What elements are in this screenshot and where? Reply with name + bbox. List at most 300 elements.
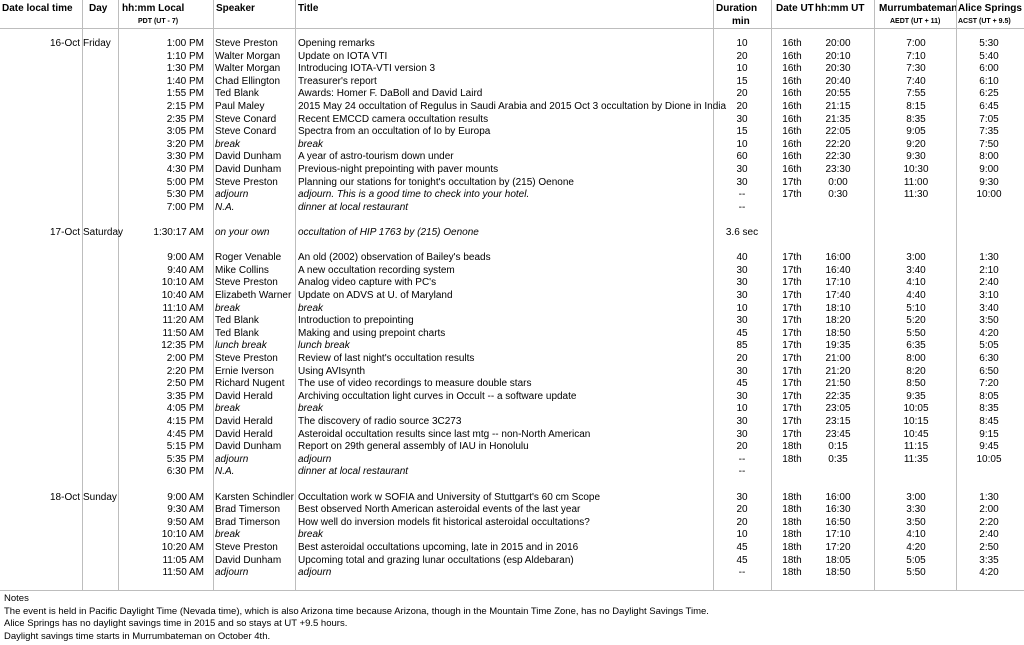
cell-speaker: Steve Preston	[215, 38, 278, 49]
cell-title: Recent EMCCD camera occultation results	[298, 113, 489, 125]
cell-ut: 16:00	[825, 491, 851, 503]
cell-dut: 17th	[782, 277, 802, 289]
cell-title: Using AVIsynth	[298, 365, 366, 377]
cell-dur: 30	[736, 416, 748, 427]
cell-speaker: Chad Ellington	[215, 75, 281, 87]
cell-dut: 17th	[782, 302, 802, 314]
header-day: Day	[89, 3, 108, 14]
cell-murr: 10:45	[903, 428, 929, 440]
cell-alice: 3:50	[979, 315, 999, 327]
cell-murr: 7:10	[906, 50, 926, 62]
cell-speaker: Paul Maley	[215, 101, 265, 112]
cell-title: Asteroidal occultation results since last mtg -- non-North American	[298, 428, 591, 440]
cell-time: 9:00 AM	[167, 491, 204, 503]
cell-alice: 7:35	[979, 126, 999, 138]
cell-ut: 23:15	[825, 416, 851, 427]
cell-time: 2:15 PM	[166, 101, 204, 112]
cell-title: adjourn	[298, 453, 332, 465]
cell-time: 9:50 AM	[167, 516, 204, 528]
note-line: The event is held in Pacific Daylight Time (Nevada time), which is also Arizona time because Arizona, though in the Mountain Time Zone, has no Daylight Savings Time.	[4, 605, 709, 617]
cell-time: 5:00 PM	[166, 176, 204, 188]
cell-title: Update on ADVS at U. of Maryland	[298, 290, 453, 301]
cell-dur: 20	[736, 101, 748, 112]
cell-day: Saturday	[83, 227, 124, 238]
cell-dur: --	[738, 453, 746, 465]
note-line: Daylight savings time starts in Murrumbateman on October 4th.	[4, 630, 271, 642]
cell-speaker: Ted Blank	[215, 315, 259, 327]
cell-ut: 16:40	[825, 264, 851, 276]
cell-ut: 18:05	[825, 554, 851, 566]
cell-alice: 10:05	[976, 453, 1002, 465]
cell-dur: 10	[736, 302, 748, 314]
cell-dur: 20	[736, 88, 748, 100]
cell-dut: 17th	[782, 403, 802, 415]
cell-title: Previous-night prepointing with paver mounts	[298, 164, 499, 175]
cell-time: 1:10 PM	[166, 50, 204, 62]
cell-time: 11:05 AM	[162, 554, 204, 566]
cell-time: 1:00 PM	[166, 38, 204, 49]
cell-alice: 6:30	[979, 353, 999, 364]
cell-time: 5:35 PM	[166, 453, 204, 465]
cell-murr: 9:05	[906, 126, 926, 138]
cell-speaker: on your own	[215, 227, 270, 238]
cell-speaker: David Dunham	[215, 441, 282, 453]
cell-ut: 18:20	[825, 315, 851, 327]
cell-murr: 9:35	[906, 390, 926, 402]
cell-dut: 17th	[782, 416, 802, 427]
cell-title: Treasurer's report	[298, 75, 377, 87]
cell-title: An old (2002) observation of Bailey's beads	[298, 252, 491, 264]
cell-dur: 30	[736, 290, 748, 301]
cell-murr: 9:30	[906, 151, 926, 163]
cell-ut: 17:10	[825, 277, 851, 289]
cell-dut: 17th	[782, 176, 802, 188]
cell-time: 1:30 PM	[166, 63, 204, 75]
cell-time: 5:30 PM	[166, 189, 204, 201]
cell-murr: 6:35	[906, 340, 926, 352]
cell-speaker: David Herald	[215, 428, 273, 440]
cell-dur: 45	[736, 554, 748, 566]
cell-ut: 21:35	[825, 113, 851, 125]
cell-dut: 17th	[782, 365, 802, 377]
cell-speaker: David Dunham	[215, 164, 282, 175]
cell-speaker: Brad Timerson	[215, 516, 281, 528]
cell-time: 11:50 AM	[162, 327, 204, 339]
cell-alice: 2:20	[979, 516, 999, 528]
cell-dut: 17th	[782, 340, 802, 352]
cell-dut: 16th	[782, 38, 802, 49]
cell-ut: 17:10	[825, 529, 851, 541]
cell-murr: 5:50	[906, 567, 926, 579]
cell-dut: 17th	[782, 189, 802, 201]
cell-murr: 8:50	[906, 378, 926, 390]
cell-alice: 7:20	[979, 378, 999, 390]
cell-speaker: adjourn	[215, 189, 249, 201]
cell-alice: 9:00	[979, 164, 999, 175]
cell-title: Report on 29th general assembly of IAU in Honolulu	[298, 441, 529, 453]
cell-time: 11:20 AM	[162, 315, 204, 327]
cell-title: Archiving occultation light curves in Occult -- a software update	[298, 390, 577, 402]
cell-speaker: Ted Blank	[215, 327, 259, 339]
cell-dut: 16th	[782, 151, 802, 163]
header-alice-springs-timezone: ACST (UT + 9.5)	[958, 18, 1011, 25]
cell-ut: 21:15	[825, 101, 851, 112]
cell-speaker: David Herald	[215, 416, 273, 427]
cell-dur: 10	[736, 138, 748, 150]
cell-ut: 22:05	[825, 126, 851, 138]
cell-dut: 17th	[782, 428, 802, 440]
cell-dut: 17th	[782, 353, 802, 364]
cell-speaker: Ernie Iverson	[215, 365, 274, 377]
cell-alice: 9:45	[979, 441, 999, 453]
cell-murr: 8:15	[906, 101, 926, 112]
cell-dur: 30	[736, 277, 748, 289]
cell-time: 2:20 PM	[166, 365, 204, 377]
cell-ut: 20:00	[825, 38, 851, 49]
cell-ut: 23:45	[825, 428, 851, 440]
cell-time: 11:10 AM	[162, 302, 204, 314]
cell-dut: 16th	[782, 126, 802, 138]
cell-murr: 3:40	[906, 264, 926, 276]
cell-title: Making and using prepoint charts	[298, 327, 446, 339]
cell-alice: 1:30	[979, 252, 999, 264]
header-title: Title	[298, 3, 319, 14]
cell-ut: 22:35	[825, 390, 851, 402]
cell-time: 4:30 PM	[166, 164, 204, 175]
cell-dur: 60	[736, 151, 748, 163]
cell-alice: 5:30	[979, 38, 999, 49]
cell-time: 9:00 AM	[167, 252, 204, 264]
cell-title: Introduction to prepointing	[298, 315, 414, 327]
cell-dut: 16th	[782, 88, 802, 100]
cell-title: break	[298, 529, 324, 541]
cell-ut: 23:05	[825, 403, 851, 415]
cell-title: dinner at local restaurant	[298, 201, 409, 213]
cell-time: 1:40 PM	[166, 75, 204, 87]
cell-time: 3:20 PM	[166, 138, 204, 150]
cell-speaker: adjourn	[215, 567, 249, 579]
cell-ut: 19:35	[825, 340, 851, 352]
cell-murr: 3:30	[906, 504, 926, 516]
note-line: Alice Springs has no daylight savings time in 2015 and so stays at UT +9.5 hours.	[4, 618, 348, 629]
cell-alice: 1:30	[979, 491, 999, 503]
cell-murr: 11:00	[903, 176, 929, 188]
column-divider	[213, 0, 214, 590]
cell-time: 5:15 PM	[166, 441, 204, 453]
cell-title: Introducing IOTA-VTI version 3	[298, 63, 436, 75]
cell-title: 2015 May 24 occultation of Regulus in Saudi Arabia and 2015 Oct 3 occultation by Dione in India	[298, 101, 727, 112]
cell-speaker: Steve Preston	[215, 277, 278, 289]
cell-title: break	[298, 302, 324, 314]
cell-speaker: Karsten Schindler	[215, 491, 294, 503]
header-local-time: hh:mm Local	[122, 3, 185, 14]
cell-time: 9:30 AM	[167, 504, 204, 516]
cell-time: 9:40 AM	[167, 264, 204, 276]
cell-speaker: Brad Timerson	[215, 504, 281, 516]
cell-dut: 17th	[782, 315, 802, 327]
cell-murr: 5:05	[906, 554, 926, 566]
cell-dur: --	[738, 466, 746, 478]
cell-alice: 6:25	[979, 88, 999, 100]
cell-speaker: Richard Nugent	[215, 378, 285, 390]
cell-time: 10:20 AM	[161, 542, 204, 553]
cell-dur: 45	[736, 378, 748, 390]
cell-dut: 17th	[782, 327, 802, 339]
cell-dur: --	[738, 201, 746, 213]
cell-ut: 23:30	[825, 164, 851, 175]
cell-alice: 3:40	[979, 302, 999, 314]
cell-alice: 5:05	[979, 340, 999, 352]
cell-alice: 6:50	[979, 365, 999, 377]
cell-dut: 17th	[782, 390, 802, 402]
cell-dut: 16th	[782, 75, 802, 87]
header-duration: Duration	[716, 3, 758, 14]
cell-day: Sunday	[83, 491, 117, 503]
cell-title: How well do inversion models fit historical asteroidal occultations?	[298, 516, 590, 528]
cell-dur: 10	[736, 38, 748, 49]
cell-ut: 18:10	[825, 302, 851, 314]
cell-alice: 4:20	[979, 567, 999, 579]
cell-murr: 10:30	[903, 164, 929, 175]
cell-dur: 10	[736, 63, 748, 75]
cell-time: 6:30 PM	[166, 466, 204, 478]
cell-alice: 8:45	[979, 416, 999, 427]
header-duration-unit: min	[732, 16, 750, 27]
cell-speaker: break	[215, 529, 241, 541]
header-murrumbateman-timezone: AEDT (UT + 11)	[890, 18, 941, 25]
cell-murr: 7:00	[906, 38, 926, 49]
cell-dur: 30	[736, 113, 748, 125]
cell-dut: 17th	[782, 378, 802, 390]
cell-dur: --	[738, 189, 746, 201]
cell-dut: 18th	[782, 567, 802, 579]
cell-ut: 0:30	[828, 189, 848, 201]
cell-dur: 10	[736, 403, 748, 415]
cell-alice: 3:10	[979, 290, 999, 301]
cell-speaker: break	[215, 302, 241, 314]
cell-murr: 8:35	[906, 113, 926, 125]
cell-alice: 4:20	[979, 327, 999, 339]
cell-dut: 18th	[782, 441, 802, 453]
cell-title: Spectra from an occultation of Io by Europa	[298, 126, 491, 138]
cell-date: 18-Oct	[49, 491, 80, 503]
cell-murr: 11:30	[903, 189, 929, 201]
cell-date: 16-Oct	[49, 38, 80, 49]
cell-murr: 10:05	[903, 403, 929, 415]
cell-title: A year of astro-tourism down under	[298, 151, 454, 163]
cell-dut: 18th	[782, 491, 802, 503]
cell-alice: 9:15	[979, 428, 999, 440]
cell-dut: 18th	[782, 542, 802, 553]
cell-ut: 17:40	[825, 290, 851, 301]
cell-ut: 20:10	[825, 50, 851, 62]
header-date-ut: Date UT	[776, 3, 814, 14]
cell-murr: 7:55	[906, 88, 926, 100]
cell-speaker: adjourn	[215, 453, 249, 465]
cell-ut: 20:40	[825, 75, 851, 87]
cell-title: Review of last night's occultation results	[298, 353, 475, 364]
cell-alice: 3:35	[979, 554, 999, 566]
cell-dut: 16th	[782, 113, 802, 125]
cell-dur: --	[738, 567, 746, 579]
cell-dur: 20	[736, 516, 748, 528]
cell-speaker: Steve Preston	[215, 176, 278, 188]
header-local-timezone: PDT (UT - 7)	[138, 18, 179, 25]
cell-dur: 30	[736, 176, 748, 188]
cell-time: 4:15 PM	[166, 416, 204, 427]
cell-title: Upcoming total and grazing lunar occultations (esp Aldebaran)	[298, 554, 574, 566]
cell-alice: 6:45	[979, 101, 999, 112]
cell-title: occultation of HIP 1763 by (215) Oenone	[298, 227, 479, 238]
row-divider	[0, 28, 1024, 29]
cell-dut: 18th	[782, 529, 802, 541]
cell-time: 10:10 AM	[161, 277, 204, 289]
cell-title: Analog video capture with PC's	[298, 277, 437, 289]
cell-dur: 30	[736, 315, 748, 327]
cell-dut: 16th	[782, 164, 802, 175]
cell-time: 2:00 PM	[166, 353, 204, 364]
cell-date: 17-Oct	[49, 227, 80, 238]
cell-dut: 18th	[782, 516, 802, 528]
cell-ut: 20:30	[825, 63, 851, 75]
cell-ut: 0:15	[828, 441, 848, 453]
cell-title: adjourn. This is a good time to check into your hotel.	[298, 189, 530, 201]
cell-dur: 30	[736, 428, 748, 440]
cell-speaker: break	[215, 138, 241, 150]
cell-dut: 17th	[782, 252, 802, 264]
cell-alice: 2:40	[979, 529, 999, 541]
cell-murr: 4:10	[906, 529, 926, 541]
cell-murr: 7:40	[906, 75, 926, 87]
cell-murr: 11:35	[903, 453, 929, 465]
cell-speaker: Ted Blank	[215, 88, 259, 100]
header-alice-springs: Alice Springs	[958, 3, 1022, 14]
cell-dur: 30	[736, 164, 748, 175]
cell-murr: 10:15	[903, 416, 929, 427]
cell-dur: 85	[736, 340, 748, 352]
cell-dur: 15	[736, 75, 748, 87]
cell-alice: 8:05	[979, 390, 999, 402]
cell-speaker: Roger Venable	[215, 252, 282, 264]
cell-speaker: Mike Collins	[215, 264, 269, 276]
cell-murr: 8:20	[906, 365, 926, 377]
cell-dur: 30	[736, 264, 748, 276]
cell-ut: 16:30	[825, 504, 851, 516]
cell-murr: 5:50	[906, 327, 926, 339]
cell-murr: 4:40	[906, 290, 926, 301]
cell-dur: 30	[736, 365, 748, 377]
cell-title: dinner at local restaurant	[298, 466, 409, 478]
header-murrumbateman: Murrumbateman	[879, 3, 958, 14]
cell-dur: 45	[736, 327, 748, 339]
cell-dut: 17th	[782, 290, 802, 301]
cell-dur: 10	[736, 529, 748, 541]
cell-ut: 18:50	[825, 327, 851, 339]
cell-murr: 3:00	[906, 252, 926, 264]
cell-speaker: N.A.	[215, 466, 235, 478]
cell-dut: 18th	[782, 504, 802, 516]
cell-alice: 2:00	[979, 504, 999, 516]
cell-ut: 0:00	[828, 176, 848, 188]
cell-speaker: N.A.	[215, 201, 235, 213]
cell-ut: 22:20	[825, 138, 851, 150]
cell-murr: 3:00	[906, 491, 926, 503]
cell-dur: 45	[736, 542, 748, 553]
cell-alice: 8:35	[979, 403, 999, 415]
cell-title: Planning our stations for tonight's occultation by (215) Oenone	[298, 176, 574, 188]
cell-alice: 6:00	[979, 63, 999, 75]
cell-title: lunch break	[298, 340, 350, 352]
cell-alice: 2:50	[979, 542, 999, 553]
cell-dur: 30	[736, 491, 748, 503]
cell-ut: 16:00	[825, 252, 851, 264]
cell-murr: 11:15	[903, 441, 929, 453]
cell-speaker: Steve Preston	[215, 542, 278, 553]
cell-dut: 16th	[782, 101, 802, 112]
cell-title: The use of video recordings to measure double stars	[298, 378, 532, 390]
cell-title: Best asteroidal occultations upcoming, late in 2015 and in 2016	[298, 542, 579, 553]
cell-time: 1:30:17 AM	[153, 227, 204, 238]
cell-alice: 2:40	[979, 277, 999, 289]
cell-speaker: Steve Conard	[215, 126, 277, 138]
cell-time: 3:05 PM	[166, 126, 204, 138]
cell-alice: 7:05	[979, 113, 999, 125]
cell-murr: 5:10	[906, 302, 926, 314]
cell-time: 2:35 PM	[166, 113, 204, 125]
cell-alice: 7:50	[979, 138, 999, 150]
cell-dut: 17th	[782, 264, 802, 276]
cell-dur: 20	[736, 441, 748, 453]
cell-ut: 18:50	[825, 567, 851, 579]
cell-speaker: Steve Preston	[215, 353, 278, 364]
cell-dur: 20	[736, 50, 748, 62]
cell-title: break	[298, 403, 324, 415]
cell-time: 2:50 PM	[166, 378, 204, 390]
cell-dut: 16th	[782, 63, 802, 75]
cell-speaker: David Dunham	[215, 554, 282, 566]
cell-ut: 21:00	[825, 353, 851, 364]
row-divider	[0, 590, 1024, 591]
cell-title: Best observed North American asteroidal events of the last year	[298, 504, 581, 516]
cell-alice: 8:00	[979, 151, 999, 163]
cell-title: The discovery of radio source 3C273	[298, 416, 462, 427]
cell-title: Update on IOTA VTI	[298, 50, 388, 62]
cell-dut: 16th	[782, 138, 802, 150]
cell-title: Occultation work w SOFIA and University of Stuttgart's 60 cm Scope	[298, 491, 601, 503]
cell-time: 3:35 PM	[166, 390, 204, 402]
cell-murr: 9:20	[906, 138, 926, 150]
cell-dur: 20	[736, 504, 748, 516]
cell-dut: 16th	[782, 50, 802, 62]
cell-time: 12:35 PM	[161, 340, 204, 352]
cell-ut: 0:35	[828, 453, 848, 465]
cell-alice: 2:10	[979, 264, 999, 276]
cell-ut: 21:50	[825, 378, 851, 390]
cell-dur: 30	[736, 390, 748, 402]
cell-title: adjourn	[298, 567, 332, 579]
cell-alice: 10:00	[976, 189, 1002, 201]
cell-time: 10:10 AM	[161, 529, 204, 541]
cell-murr: 8:00	[906, 353, 926, 364]
cell-ut: 21:20	[825, 365, 851, 377]
notes-heading: Notes	[4, 593, 29, 604]
cell-ut: 22:30	[825, 151, 851, 163]
cell-alice: 6:10	[979, 75, 999, 87]
cell-speaker: David Dunham	[215, 151, 282, 163]
cell-murr: 3:50	[906, 516, 926, 528]
header-date: Date local time	[2, 3, 73, 14]
cell-title: A new occultation recording system	[298, 264, 455, 276]
